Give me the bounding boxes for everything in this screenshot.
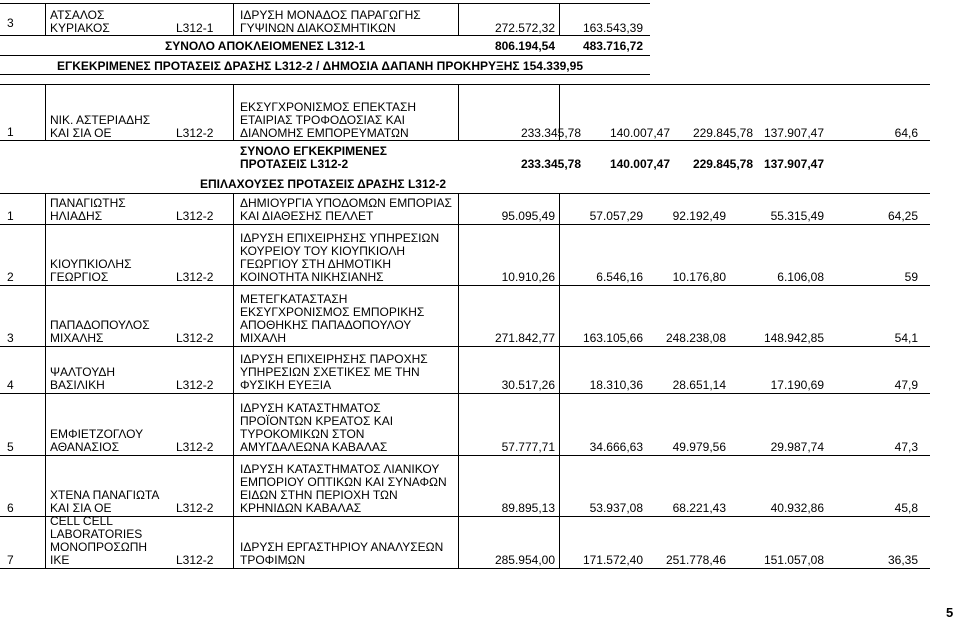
project-description: ΙΔΡΥΣΗ ΜΟΝΑΔΟΣ ΠΑΡΑΓΩΓΗΣ [240, 8, 421, 22]
column-divider [233, 516, 234, 568]
public-expenditure-value: 53.937,08 [589, 501, 643, 515]
applicant-name: ΙΚΕ [50, 553, 70, 567]
applicant-name: ΚΑΙ ΣΙΑ ΟΕ [50, 501, 112, 515]
project-description: ΚΟΥΡΕΙΟΥ ΤΟΥ ΚΙΟΥΠΚΙΟΛΗ [240, 244, 406, 258]
page-number: 5 [946, 605, 954, 620]
public-expenditure-value: 18.310,36 [589, 378, 643, 392]
row-number: 6 [7, 501, 14, 515]
column-divider [45, 193, 46, 224]
approved-total-v2: 140.007,47 [609, 157, 670, 171]
measure-code: L312-2 [176, 331, 214, 345]
row-number: 5 [7, 440, 14, 454]
row-number: 2 [7, 270, 14, 284]
public-expenditure-value: 34.666,63 [589, 440, 643, 454]
evaluation-score: 47,3 [894, 440, 918, 454]
excluded-total-label: ΣΥΝΟΛΟ ΑΠΟΚΛΕΙΟΜΕΝΕΣ L312-1 [165, 39, 366, 53]
row-divider [0, 193, 930, 194]
budget-value: 30.517,26 [501, 378, 555, 392]
row-divider [0, 393, 930, 394]
column-divider [45, 516, 46, 568]
project-description: ΤΥΡΟΚΟΜΙΚΩΝ ΣΤΟΝ [240, 427, 365, 441]
column-divider [233, 224, 234, 285]
applicant-name: ΨΑΛΤΟΥΔΗ [50, 365, 116, 379]
approved-public-expenditure-value: 40.932,86 [770, 501, 824, 515]
row-number: 4 [7, 378, 14, 392]
evaluation-score: 54,1 [894, 331, 918, 345]
project-description: ΠΡΟΪΟΝΤΩΝ ΚΡΕΑΤΟΣ ΚΑΙ [240, 414, 394, 428]
budget-value: 233.345,78 [520, 126, 581, 140]
public-expenditure-value: 140.007,47 [609, 126, 670, 140]
approved-public-expenditure-value: 151.057,08 [763, 553, 824, 567]
project-description: ΥΠΗΡΕΣΙΩΝ ΣΧΕΤΙΚΕΣ ΜΕ ΤΗΝ [240, 365, 420, 379]
row-divider [0, 55, 650, 56]
approved-total-label: ΠΡΟΤΑΣΕΙΣ L312-2 [240, 157, 349, 171]
applicant-name: ΜΙΧΑΛΗΣ [50, 331, 104, 345]
column-divider [233, 285, 234, 346]
column-divider [233, 84, 234, 140]
project-description: ΤΡΟΦΙΜΩΝ [240, 553, 306, 567]
project-description: ΕΤΑΙΡΙΑΣ ΤΡΟΦΟΔΟΣΙΑΣ ΚΑΙ [240, 113, 405, 127]
budget-value: 57.777,71 [501, 440, 555, 454]
applicant-name: ΚΙΟΥΠΚΙΟΛΗΣ [50, 257, 132, 271]
approved-budget-value: 68.221,43 [672, 501, 726, 515]
project-description: ΜΙΧΑΛΗ [240, 331, 287, 345]
project-description: ΙΔΡΥΣΗ ΚΑΤΑΣΤΗΜΑΤΟΣ [240, 401, 381, 415]
approved-total-v4: 137.907,47 [763, 157, 824, 171]
approved-budget-value: 28.651,14 [672, 378, 726, 392]
approved-total-v3: 229.845,78 [692, 157, 753, 171]
excluded-total-v1: 806.194,54 [494, 39, 555, 53]
budget-value: 89.895,13 [501, 501, 555, 515]
row-divider [0, 224, 930, 225]
evaluation-score: 45,8 [894, 501, 918, 515]
measure-code: L312-2 [176, 501, 214, 515]
approved-public-expenditure-value: 148.942,85 [763, 331, 824, 345]
applicant-name: ΠΑΝΑΓΙΩΤΗΣ [50, 196, 126, 210]
budget-value: 285.954,00 [494, 553, 555, 567]
project-description: ΦΥΣΙΚΗ ΕΥΕΞΙΑ [240, 378, 332, 392]
evaluation-score: 64,25 [887, 209, 918, 223]
approved-section-heading: ΕΓΚΕΚΡΙΜΕΝΕΣ ΠΡΟΤΑΣΕΙΣ ΔΡΑΣΗΣ L312-2 / ΔΗΜΟΣΙΑ ΔΑΠΑΝΗ ΠΡΟΚΗΡΥΞΗΣ 154.339,95 [57, 59, 583, 73]
column-divider [233, 393, 234, 455]
applicant-name: LABORATORIES [50, 527, 143, 541]
column-divider [233, 3, 234, 35]
row-divider [0, 516, 930, 517]
measure-code: L312-2 [176, 378, 214, 392]
approved-public-expenditure-value: 29.987,74 [770, 440, 824, 454]
row-divider [0, 285, 930, 286]
project-description: ΙΔΡΥΣΗ ΕΠΙΧΕΙΡΗΣΗΣ ΠΑΡΟΧΗΣ [240, 352, 428, 366]
evaluation-score: 47,9 [894, 378, 918, 392]
approved-public-expenditure-value: 55.315,49 [770, 209, 824, 223]
applicant-name: ΠΑΠΑΔΟΠΟΥΛΟΣ [50, 318, 150, 332]
approved-budget-value: 248.238,08 [665, 331, 726, 345]
column-divider [233, 193, 234, 224]
row-divider [0, 455, 930, 456]
applicant-name: ΒΑΣΙΛΙΚΗ [50, 378, 105, 392]
project-description: ΔΙΑΝΟΜΗΣ ΕΜΠΟΡΕΥΜΑΤΩΝ [240, 126, 409, 140]
applicant-name: ΑΘΑΝΑΣΙΟΣ [50, 440, 120, 454]
column-divider [45, 393, 46, 455]
row-divider [0, 74, 650, 75]
applicant-name: ΚΑΙ ΣΙΑ ΟΕ [50, 126, 112, 140]
evaluation-score: 36,35 [887, 553, 918, 567]
row-number: 1 [7, 125, 14, 139]
budget-value: 95.095,49 [501, 209, 555, 223]
budget-value: 271.842,77 [494, 331, 555, 345]
row-divider [0, 3, 650, 4]
approved-budget-value: 49.979,56 [672, 440, 726, 454]
measure-code: L312-2 [176, 209, 214, 223]
column-divider [45, 3, 46, 35]
project-description: ΕΚΣΥΓΧΡΟΝΙΣΜΟΣ ΕΜΠΟΡΙΚΗΣ [240, 305, 425, 319]
applicant-name: CELL CELL [50, 514, 113, 528]
row-number: 3 [7, 331, 14, 345]
project-description: ΙΔΡΥΣΗ ΚΑΤΑΣΤΗΜΑΤΟΣ ΛΙΑΝΙΚΟΥ [240, 462, 440, 476]
column-divider [45, 285, 46, 346]
column-divider [45, 84, 46, 140]
applicant-name: ΑΤΣΑΛΟΣ [50, 8, 105, 22]
approved-total-label: ΣΥΝΟΛΟ ΕΓΚΕΚΡΙΜΕΝΕΣ [240, 144, 387, 158]
reserve-section-heading: ΕΠΙΛΑΧΟΥΣΕΣ ΠΡΟΤΑΣΕΙΣ ΔΡΑΣΗΣ L312-2 [200, 177, 446, 191]
row-number: 1 [7, 209, 14, 223]
applicant-name: ΝΙΚ. ΑΣΤΕΡΙΑΔΗΣ [50, 113, 151, 127]
excluded-total-v2: 483.716,72 [582, 39, 643, 53]
column-divider [233, 346, 234, 393]
public-expenditure-value: 57.057,29 [589, 209, 643, 223]
applicant-name: ΕΜΦΙΕΤΖΟΓΛΟΥ [50, 427, 144, 441]
project-description: ΑΠΟΘΗΚΗΣ ΠΑΠΑΔΟΠΟΥΛΟΥ [240, 318, 412, 332]
project-description: ΓΕΩΡΓΙΟΥ ΣΤΗ ΔΗΜΟΤΙΚΗ [240, 257, 392, 271]
evaluation-score: 59 [904, 270, 918, 284]
row-divider [0, 346, 930, 347]
evaluation-score: 64,6 [894, 126, 918, 140]
project-description: ΕΚΣΥΓΧΡΟΝΙΣΜΟΣ ΕΠΕΚΤΑΣΗ [240, 100, 417, 114]
measure-code: L312-2 [176, 126, 214, 140]
approved-total-v1: 233.345,78 [520, 157, 581, 171]
public-expenditure-value: 6.546,16 [596, 270, 643, 284]
approved-public-expenditure-value: 6.106,08 [777, 270, 824, 284]
applicant-name: ΚΥΡΙΑΚΟΣ [50, 21, 110, 35]
project-description: ΓΥΨΙΝΩΝ ΔΙΑΚΟΣΜΗΤΙΚΩΝ [240, 21, 396, 35]
approved-public-expenditure-value: 137.907,47 [763, 126, 824, 140]
public-expenditure-value: 163.105,66 [582, 331, 643, 345]
row-number: 3 [7, 16, 14, 30]
budget-value: 10.910,26 [501, 270, 555, 284]
measure-code: L312-2 [176, 553, 214, 567]
row-divider [0, 568, 930, 569]
applicant-name: ΧΤΕΝΑ ΠΑΝΑΓΙΩΤΑ [50, 488, 160, 502]
approved-budget-value: 229.845,78 [692, 126, 753, 140]
project-description: ΕΙΔΩΝ ΣΤΗΝ ΠΕΡΙΟΧΗ ΤΩΝ [240, 488, 398, 502]
applicant-name: ΓΕΩΡΓΙΟΣ [50, 270, 109, 284]
budget-value: 272.572,32 [494, 21, 555, 35]
project-description: ΚΡΗΝΙΔΩΝ ΚΑΒΑΛΑΣ [240, 501, 362, 515]
approved-budget-value: 251.778,46 [665, 553, 726, 567]
approved-budget-value: 92.192,49 [672, 209, 726, 223]
public-expenditure-value: 171.572,40 [582, 553, 643, 567]
approved-budget-value: 10.176,80 [672, 270, 726, 284]
measure-code: L312-1 [176, 21, 214, 35]
project-description: ΔΗΜΙΟΥΡΓΙΑ ΥΠΟΔΟΜΩΝ ΕΜΠΟΡΙΑΣ [240, 196, 452, 210]
project-description: ΜΕΤΕΓΚΑΤΑΣΤΑΣΗ [240, 292, 348, 306]
project-description: ΙΔΡΥΣΗ ΕΠΙΧΕΙΡΗΣΗΣ ΥΠΗΡΕΣΙΩΝ [240, 231, 440, 245]
project-description: ΕΜΠΟΡΙΟΥ ΟΠΤΙΚΩΝ ΚΑΙ ΣΥΝΑΦΩΝ [240, 475, 447, 489]
row-divider [0, 84, 930, 85]
measure-code: L312-2 [176, 270, 214, 284]
project-description: ΚΟΙΝΟΤΗΤΑ ΝΙΚΗΣΙΑΝΗΣ [240, 270, 384, 284]
project-description: ΚΑΙ ΔΙΑΘΕΣΗΣ ΠΕΛΛΕΤ [240, 209, 374, 223]
column-divider [233, 455, 234, 516]
row-number: 7 [7, 553, 14, 567]
measure-code: L312-2 [176, 440, 214, 454]
applicant-name: ΜΟΝΟΠΡΟΣΩΠΗ [50, 540, 148, 554]
public-expenditure-value: 163.543,39 [582, 21, 643, 35]
project-description: ΙΔΡΥΣΗ ΕΡΓΑΣΤΗΡΙΟΥ ΑΝΑΛΥΣΕΩΝ [240, 540, 444, 554]
project-description: ΑΜΥΓΔΑΛΕΩΝΑ ΚΑΒΑΛΑΣ [240, 440, 388, 454]
row-divider [0, 140, 930, 141]
approved-public-expenditure-value: 17.190,69 [770, 378, 824, 392]
column-divider [45, 224, 46, 285]
row-divider [0, 35, 650, 36]
applicant-name: ΗΛΙΑΔΗΣ [50, 209, 103, 223]
column-divider [45, 455, 46, 516]
column-divider [45, 346, 46, 393]
